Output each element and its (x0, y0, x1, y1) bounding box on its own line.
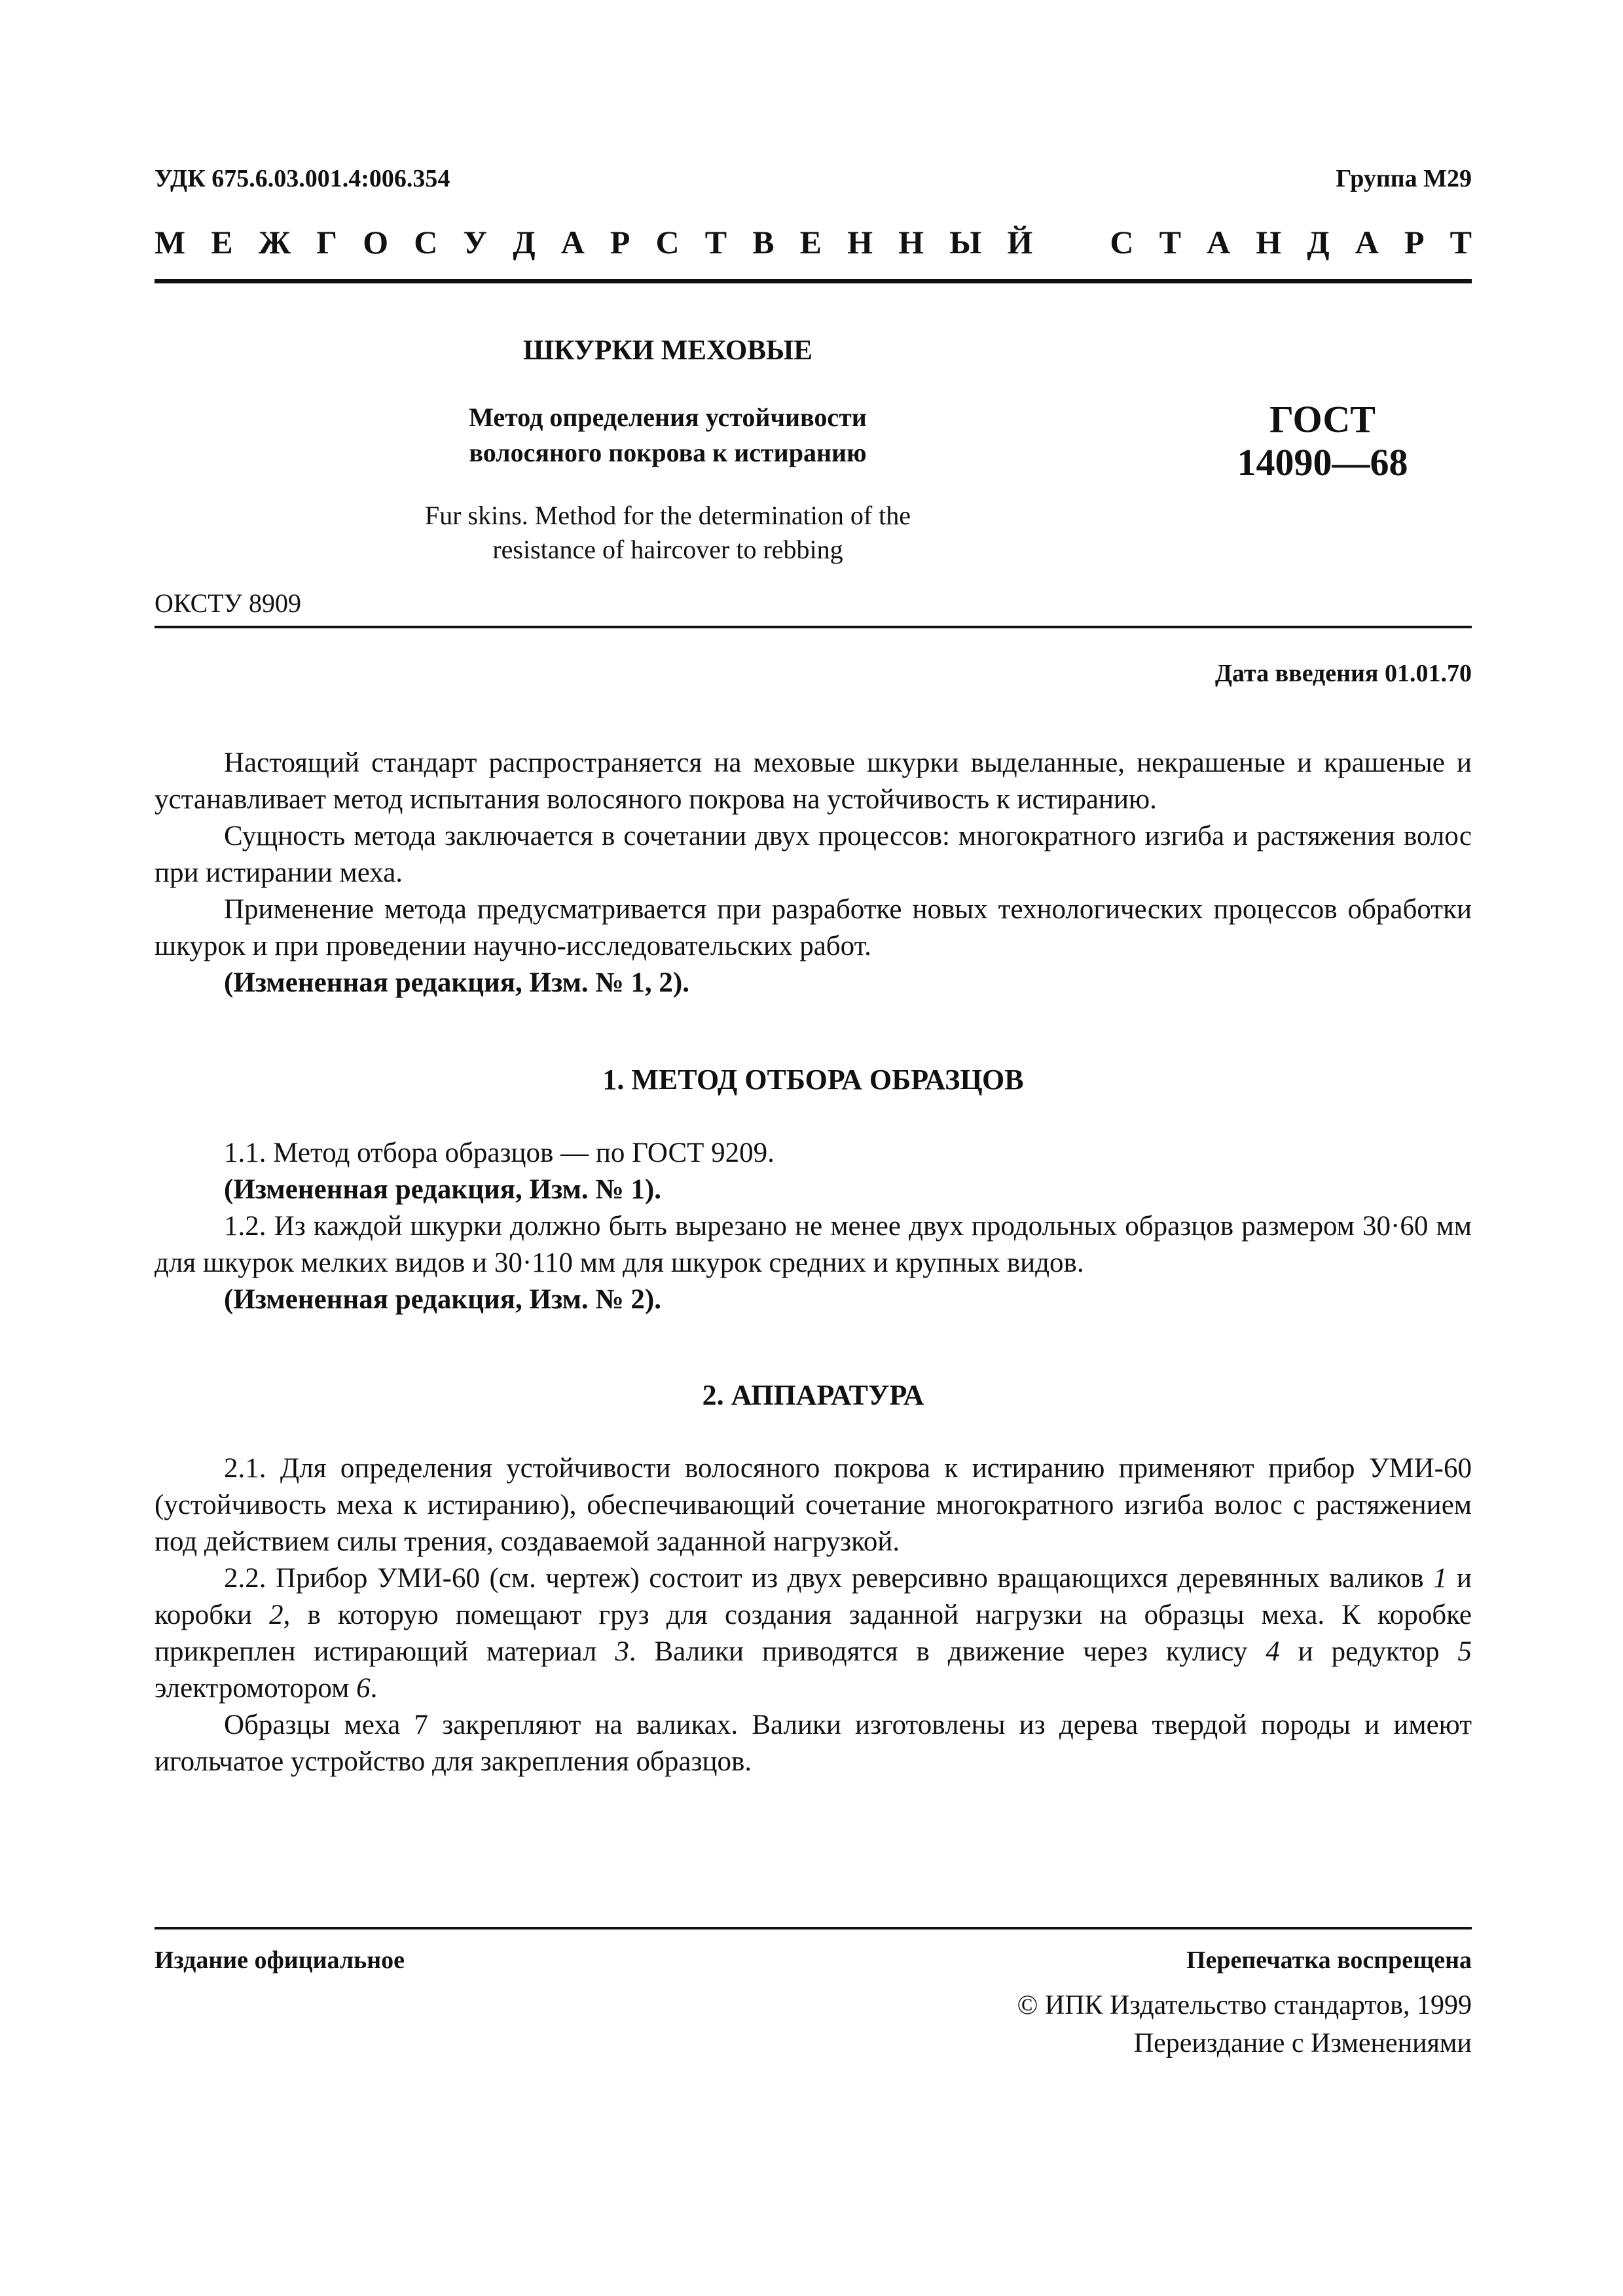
ref-number: 6 (356, 1673, 371, 1704)
header-rule (155, 279, 1472, 283)
clause-text: и коробки (155, 1563, 1472, 1630)
intro-date: Дата введения 01.01.70 (1214, 660, 1472, 687)
banner-letter: Н (898, 224, 924, 260)
amendment-note: (Измененная редакция, Изм. № 1). (224, 1174, 661, 1205)
ref-number: 3 (615, 1636, 629, 1667)
gost-number: 14090—68 (1237, 441, 1408, 484)
banner-letter: В (752, 224, 775, 260)
intro-paragraph: Сущность метода заключается в сочетании двух процессов: многократного изгиба и растяжения волос при истирании меха. (155, 821, 1472, 888)
banner-letter: Т (1159, 224, 1181, 260)
intro-paragraph: Настоящий стандарт распространяется на меховые шкурки выделанные, некрашеные и крашеные и устанавливает метод испытания волосяного покрова на устойчивость к истиранию. (155, 747, 1472, 815)
section-2-text (155, 1450, 1472, 1780)
copyright: © ИПК Издательство стандартов, 1999 (1017, 1990, 1472, 2020)
ref-number: 1 (1433, 1563, 1448, 1594)
clause-text: 2.2. Прибор УМИ-60 (см. чертеж) состоит из двух реверсивно вращающихся деревянных валиков (224, 1563, 1433, 1594)
banner-letter: С (414, 224, 438, 260)
intro-paragraph: Применение метода предусматривается при разработке новых технологических процессов обработки шкурок и при проведении научно-исследовательских работ. (155, 894, 1472, 961)
section-1-text (155, 1135, 1472, 1318)
amendment-note: (Измененная редакция, Изм. № 1, 2). (224, 967, 689, 998)
banner-letter: С (1110, 224, 1134, 260)
banner-letter: С (655, 224, 680, 260)
banner-letter: Т (704, 224, 727, 260)
banner-letter: Г (316, 224, 338, 260)
section-1-title: 1. МЕТОД ОТБОРА ОБРАЗЦОВ (602, 1064, 1024, 1096)
document-title: ШКУРКИ МЕХОВЫЕ (523, 335, 812, 366)
english-title-line2: resistance of haircover to rebbing (492, 535, 843, 564)
standard-banner (155, 221, 1472, 263)
footer-rule (155, 1927, 1472, 1929)
banner-letter: Д (1307, 224, 1330, 260)
title-rule (155, 626, 1472, 628)
intro-text (155, 745, 1472, 1001)
udk-code: УДК 675.6.03.001.4:006.354 (155, 165, 450, 192)
banner-letter: А (560, 224, 585, 260)
banner-letter: О (363, 224, 389, 260)
section-2-title: 2. АППАРАТУРА (702, 1379, 924, 1411)
method-title-line1: Метод определения устойчивости (469, 403, 867, 432)
reprint-prohibited: Перепечатка воспрещена (1186, 1946, 1472, 1974)
gost-label: ГОСТ (1269, 398, 1376, 440)
clause-text: . Валики приводятся в движение через кулису (629, 1636, 1266, 1667)
clause-text: . (370, 1673, 378, 1704)
banner-letter: А (1355, 224, 1379, 260)
banner-letter: Н (847, 224, 873, 260)
clause-1-2: 1.2. Из каждой шкурки должно быть вырезано не менее двух продольных образцов размером 30·60 мм для шкурок мелких видов и 30·110 мм для шкурок средних и крупных видов. (155, 1211, 1472, 1278)
ref-number: 5 (1457, 1636, 1472, 1667)
clause-2-2 (155, 1560, 1472, 1707)
banner-letter: Е (799, 224, 822, 260)
banner-letter: А (1207, 224, 1231, 260)
banner-letter: Т (1450, 224, 1472, 260)
ref-number: 2 (269, 1600, 283, 1630)
clause-text: и редуктор (1279, 1636, 1458, 1667)
okstu-code: ОКСТУ 8909 (155, 588, 302, 618)
clause-1-1: 1.1. Метод отбора образцов — по ГОСТ 9209. (224, 1138, 775, 1168)
banner-letter: Е (211, 224, 233, 260)
amendment-note: (Измененная редакция, Изм. № 2). (224, 1284, 661, 1315)
banner-letter: У (463, 224, 488, 260)
banner-letter: Н (1256, 224, 1282, 260)
banner-letter: М (155, 224, 186, 260)
banner-letter: Р (1404, 224, 1425, 260)
method-title-line2: волосяного покрова к истиранию (469, 438, 867, 467)
official-edition: Издание официальное (155, 1946, 405, 1974)
group-code: Группа М29 (1336, 165, 1472, 192)
ref-number: 4 (1266, 1636, 1280, 1667)
reissue-note: Переиздание с Изменениями (1133, 2028, 1472, 2058)
banner-letter: Р (610, 224, 630, 260)
clause-2-1: 2.1. Для определения устойчивости волосяного покрова к истиранию применяют прибор УМИ-60 (устойчивость меха к истиранию), обеспечивающий сочетание многократного изгиба волос с растяжением под действием силы трения, создаваемой заданной нагрузкой. (155, 1453, 1472, 1557)
clause-text: , в которую помещают груз для создания заданной нагрузки на образцы меха. К коробке прикреплен истирающий материал (155, 1600, 1472, 1667)
banner-letter: Ы (949, 224, 982, 260)
banner-letter: Д (513, 224, 536, 260)
clause-2-3: Образцы меха 7 закрепляют на валиках. Валики изготовлены из дерева твердой породы и имеют игольчатое устройство для закрепления образцов. (155, 1710, 1472, 1777)
banner-letter: Ж (258, 224, 291, 260)
english-title-line1: Fur skins. Method for the determination of the (424, 501, 911, 530)
banner-letter: Й (1007, 224, 1033, 260)
clause-text: электромотором (155, 1673, 357, 1704)
